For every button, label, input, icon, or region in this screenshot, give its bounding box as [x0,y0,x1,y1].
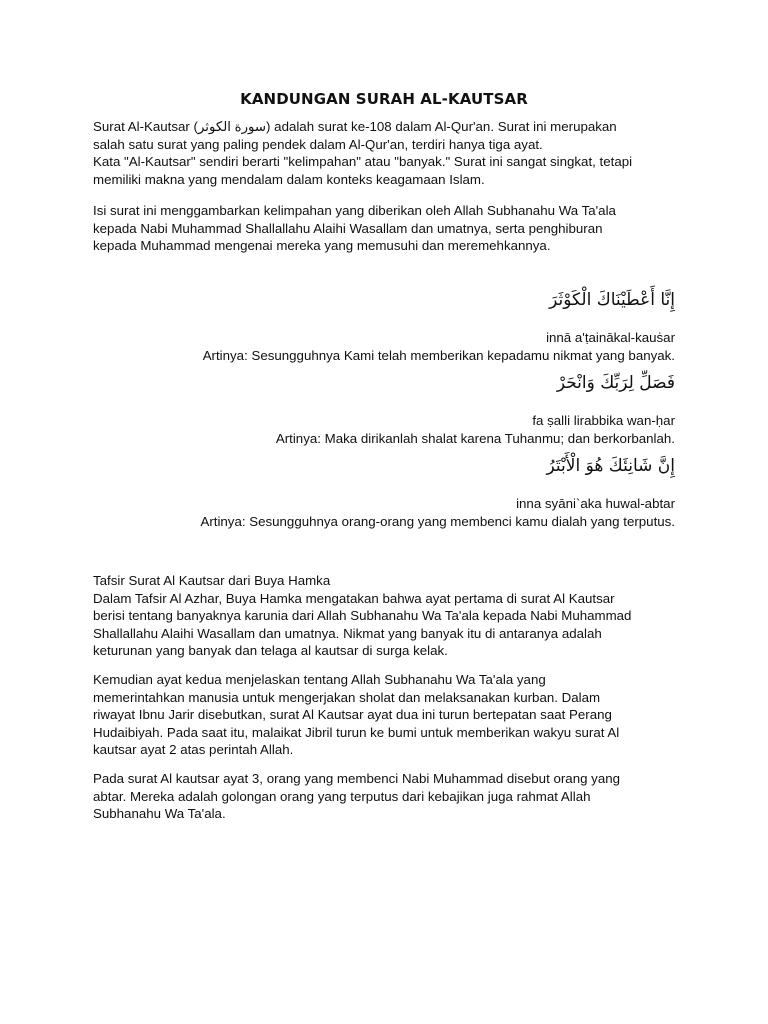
text-line: abtar. Mereka adalah golongan orang yang terputus dari kebajikan juga rahmat Allah [93,788,591,804]
text-line: riwayat Ibnu Jarir disebutkan, surat Al Kautsar ayat dua ini turun bertepatan saat Perang [93,707,612,723]
verse-3 [547,456,675,476]
verse-arabic: إِنَّ شَانِئَكَ هُوَ الْأَبْتَرُ [546,456,675,476]
text-line: Isi surat ini menggambarkan kelimpahan yang diberikan oleh Allah Subhanahu Wa Ta'ala [93,203,616,218]
verse-transliteration: innā a'ṭainākal-kauṡar [546,330,675,345]
verse-2 [557,373,675,393]
text-line: Shallallahu Alaihi Wasallam dan umatnya. Nikmat yang banyak itu di antaranya adalah [93,625,602,641]
text-line: Surat Al-Kautsar (سورة الكوثر) adalah surat ke-108 dalam Al-Qur'an. Surat ini merupakan [93,119,617,134]
verse-meaning: Artinya: Maka dirikanlah shalat karena Tuhanmu; dan berkorbanlah. [275,430,675,446]
text-line: memerintahkan manusia untuk mengerjakan sholat dan melaksanakan kurban. Dalam [93,689,601,705]
text-line: Kata "Al-Kautsar" sendiri berarti "kelimpahan" atau "banyak." Surat ini sangat singkat, tetapi [93,154,633,170]
verse-arabic: فَصَلِّ لِرَبِّكَ وَانْحَرْ [556,373,675,393]
verse-transliteration: fa ṣalli lirabbika wan-ḥar [532,413,675,428]
tafsir-paragraph-1 [93,572,683,660]
tafsir-paragraph-2 [93,671,683,759]
text-line: Kemudian ayat kedua menjelaskan tentang Allah Subhanahu Wa Ta'ala yang [93,672,546,687]
verse-3-translation [200,495,675,530]
content-paragraph [93,202,683,255]
text-line: kepada Nabi Muhammad Shallallahu Alaihi Wasallam dan umatnya, serta penghiburan [93,220,603,236]
text-line: salah satu surat yang paling pendek dalam Al-Qur'an, terdiri hanya tiga ayat. [93,136,543,152]
text-line: kepada Muhammad mengenai mereka yang memusuhi dan meremehkannya. [93,238,551,254]
text-line: Hudaibiyah. Pada saat itu, malaikat Jibril turun ke bumi untuk memberikan wakyu surat Al [93,724,620,740]
page-title: KANDUNGAN SURAH AL-KAUTSAR [240,90,528,108]
text-line: Subhanahu Wa Ta'ala. [93,806,226,822]
verse-meaning: Artinya: Sesungguhnya Kami telah memberikan kepadamu nikmat yang banyak. [202,347,675,363]
text-line: Dalam Tafsir Al Azhar, Buya Hamka mengatakan bahwa ayat pertama di surat Al Kautsar [93,590,615,606]
verse-arabic: إِنَّا أَعْطَيْنَاكَ الْكَوْثَرَ [549,290,675,310]
text-line: kautsar ayat 2 atas perintah Allah. [93,742,294,758]
tafsir-paragraph-3 [93,770,683,823]
text-line: berisi tentang banyaknya karunia dari Allah Subhanahu Wa Ta'ala kepada Nabi Muhammad [93,608,632,624]
text-line: memiliki makna yang mendalam dalam konteks keagamaan Islam. [93,171,485,187]
verse-transliteration: inna syāni`aka huwal-abtar [516,496,675,511]
verse-2-translation [276,412,675,447]
intro-paragraph [93,118,683,188]
verse-1-translation [203,329,675,364]
section-heading: Tafsir Surat Al Kautsar dari Buya Hamka [93,573,331,588]
verse-1 [549,290,675,310]
text-line: keturunan yang banyak dan telaga al kautsar di surga kelak. [93,643,448,659]
verse-meaning: Artinya: Sesungguhnya orang-orang yang membenci kamu dialah yang terputus. [200,513,675,529]
text-line: Pada surat Al kautsar ayat 3, orang yang membenci Nabi Muhammad disebut orang yang [93,771,621,786]
